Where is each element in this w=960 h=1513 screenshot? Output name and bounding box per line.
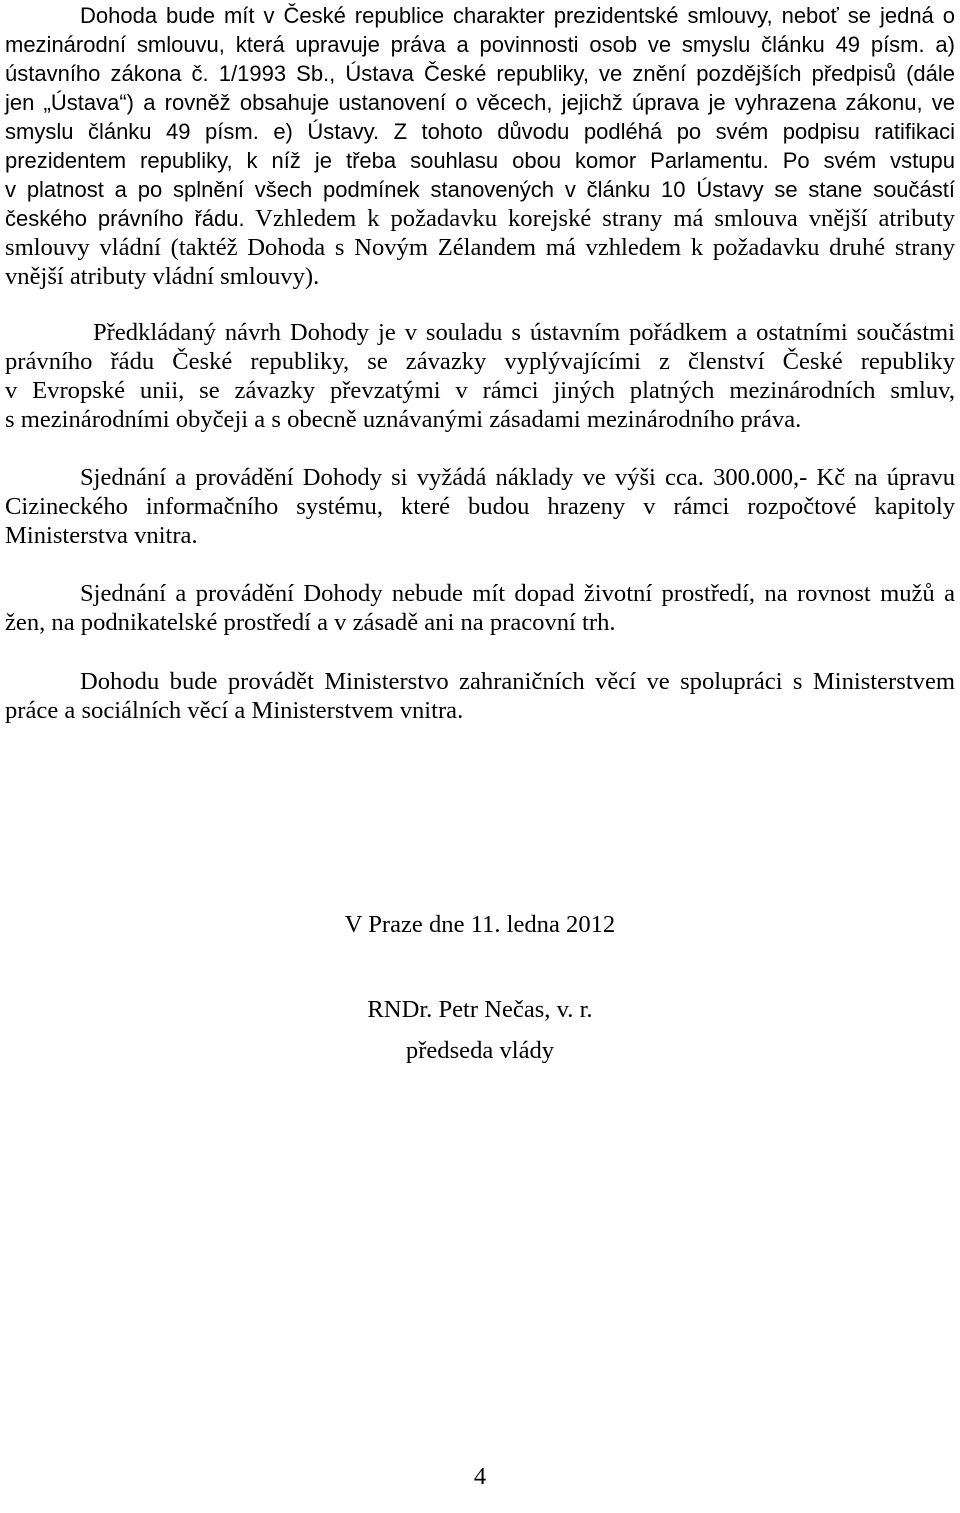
sans-run: českého právního řádu.: [5, 206, 245, 231]
paragraph-implementation: [5, 667, 955, 725]
paragraph-line: v platnost a po splnění všech podmínek stanovených v článku 10 Ústavy se stane součástí: [5, 177, 955, 202]
paragraph-line: jen „Ústava“) a rovněž obsahuje ustanovení o věcech, jejichž úprava je vyhrazena zákonu, ve: [5, 90, 955, 115]
paragraph-line: Ministerstva vnitra.: [5, 522, 198, 549]
paragraph-line: ústavního zákona č. 1/1993 Sb., Ústava České republiky, ve znění pozdějších předpisů (dále: [5, 61, 955, 86]
paragraph-line: Sjednání a provádění Dohody si vyžádá náklady ve výši cca. 300.000,- Kč na úpravu: [80, 464, 955, 491]
paragraph-line: smlouvy vládní (taktéž Dohoda s Novým Zélandem má vzhledem k požadavku druhé strany: [5, 234, 955, 261]
paragraph-line: právního řádu České republiky, se závazky vyplývajícími z členství České republiky: [5, 348, 955, 375]
page-number: 4: [473, 1463, 487, 1490]
paragraph-line-mixed-font: [5, 204, 955, 233]
paragraph-line: Cizineckého informačního systému, které budou hrazeny v rámci rozpočtové kapitoly: [5, 493, 955, 520]
paragraph-legal-character: [5, 1, 955, 291]
paragraph-line: v Evropské unii, se závazky převzatými v rámci jiných platných mezinárodních smluv,: [5, 377, 955, 404]
paragraph-line: žen, na podnikatelské prostředí a v zásadě ani na pracovní trh.: [5, 609, 616, 636]
paragraph-line: prezidentem republiky, k níž je třeba souhlasu obou komor Parlamentu. Po svém vstupu: [5, 148, 955, 173]
paragraph-costs: [5, 463, 955, 550]
paragraph-line: mezinárodní smlouvu, která upravuje práva a povinnosti osob ve smyslu článku 49 písm. a): [5, 32, 955, 57]
paragraph-line: vnější atributy vládní smlouvy).: [5, 263, 320, 290]
signature-name: RNDr. Petr Nečas, v. r.: [367, 996, 593, 1023]
paragraph-line: Dohoda bude mít v České republice charakter prezidentské smlouvy, neboť se jedná o: [80, 3, 955, 28]
serif-run: Vzhledem k požadavku korejské strany má smlouva vnější atributy: [255, 205, 955, 232]
paragraph-line: smyslu článku 49 písm. e) Ústavy. Z tohoto důvodu podléhá po svém podpisu ratifikaci: [5, 119, 955, 144]
paragraph-line: s mezinárodními obyčeji a s obecně uznávanými zásadami mezinárodního práva.: [5, 406, 802, 433]
paragraph-line: práce a sociálních věcí a Ministerstvem vnitra.: [5, 697, 464, 724]
paragraph-compliance: [5, 318, 955, 434]
paragraph-impacts: [5, 579, 955, 637]
signature-place-date: V Praze dne 11. ledna 2012: [344, 911, 616, 938]
paragraph-line: Předkládaný návrh Dohody je v souladu s ústavním pořádkem a ostatními součástmi: [93, 319, 955, 346]
paragraph-line: Sjednání a provádění Dohody nebude mít dopad životní prostředí, na rovnost mužů a: [80, 580, 955, 607]
paragraph-line: Dohodu bude provádět Ministerstvo zahraničních věcí ve spolupráci s Ministerstvem: [80, 668, 955, 695]
signature-title: předseda vlády: [405, 1037, 555, 1064]
